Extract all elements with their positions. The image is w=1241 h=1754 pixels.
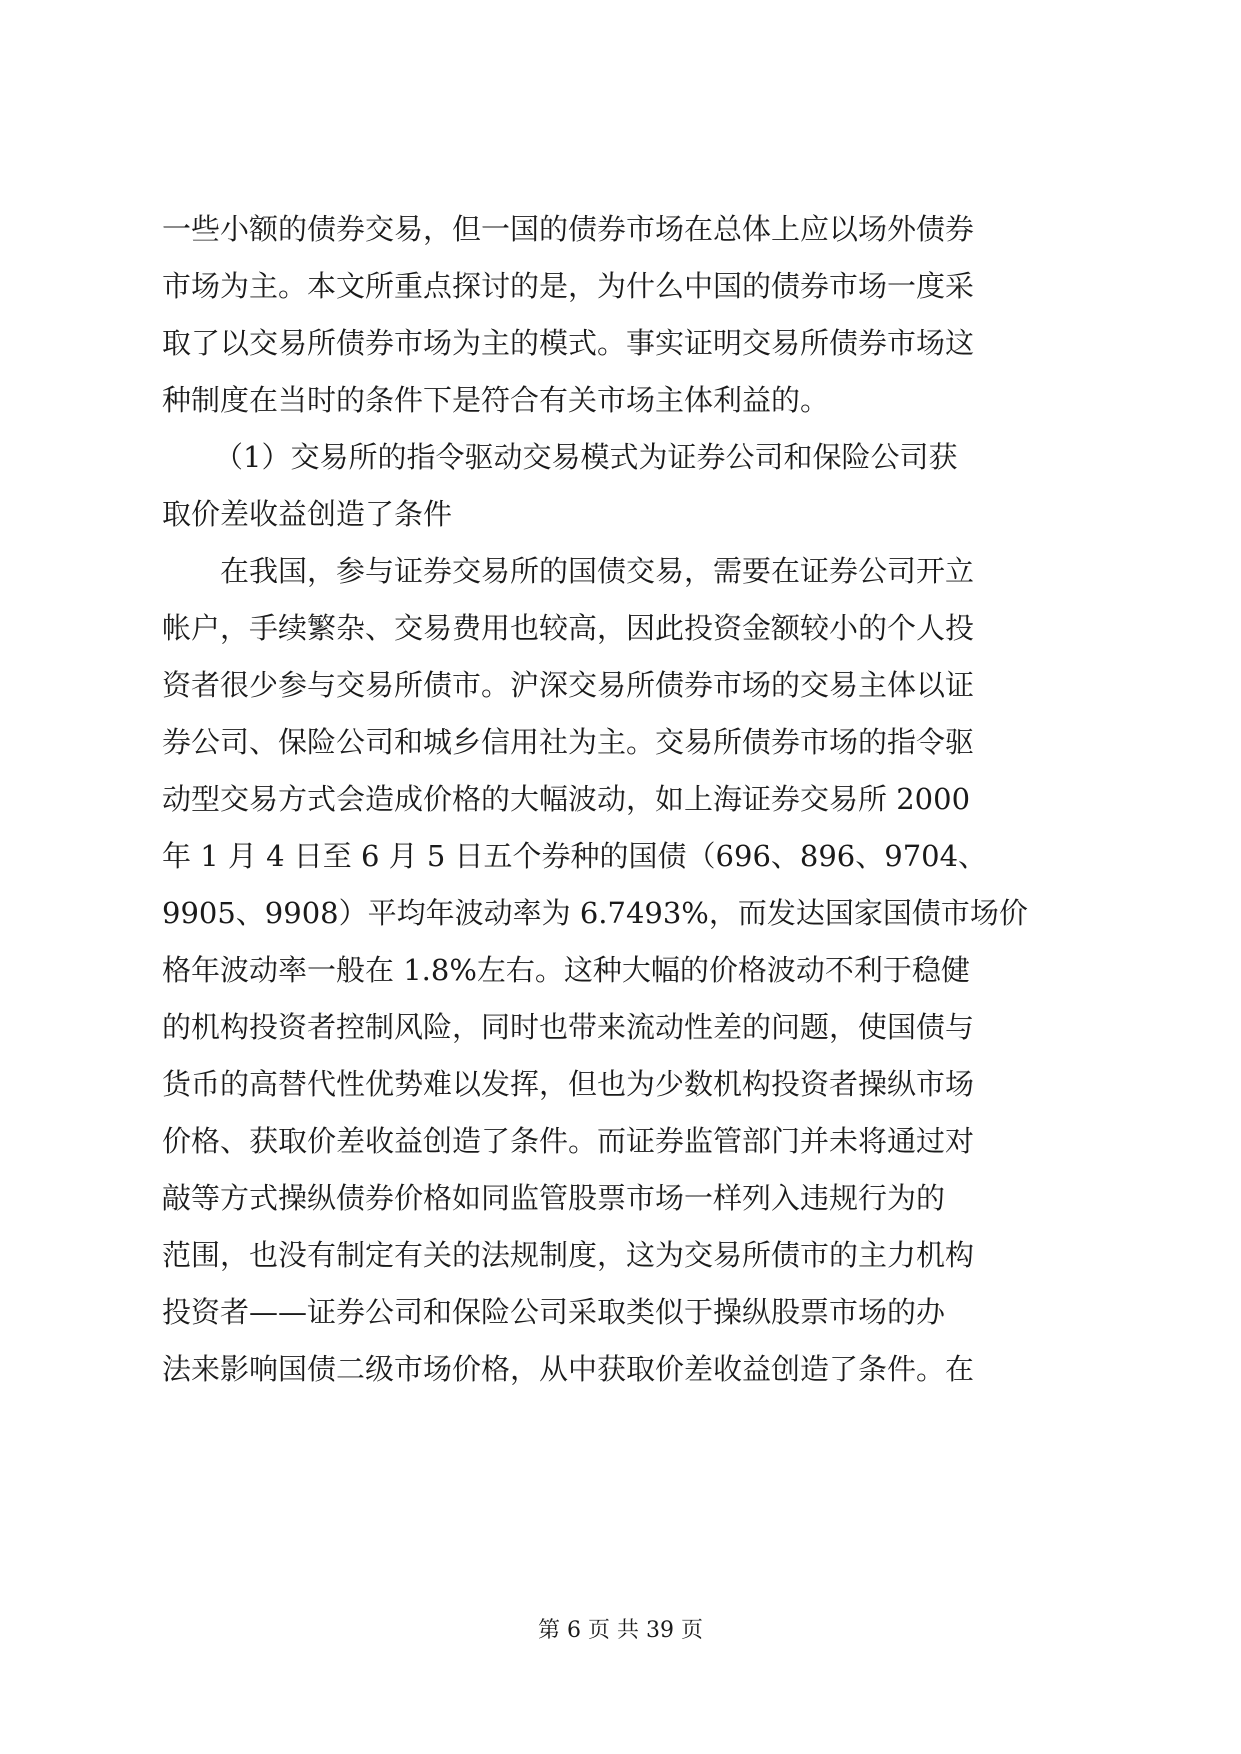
text-line: 格年波动率一般在 1.8%左右。这种大幅的价格波动不利于稳健: [162, 953, 970, 987]
page-number-footer: 第 6 页 共 39 页: [538, 1618, 703, 1643]
text-line: 价格、获取价差收益创造了条件。而证券监管部门并未将通过对: [162, 1124, 975, 1158]
text-line: 敲等方式操纵债券价格如同监管股票市场一样列入违规行为的: [162, 1181, 946, 1215]
text-line: 范围，也没有制定有关的法规制度，这为交易所债市的主力机构: [162, 1238, 975, 1272]
text-line: 年 1 月 4 日至 6 月 5 日五个券种的国债（696、896、9704、: [162, 839, 988, 873]
text-line: 投资者——证券公司和保险公司采取类似于操纵股票市场的办: [162, 1295, 946, 1329]
subheading-line: 取价差收益创造了条件: [162, 497, 453, 531]
text-line: 种制度在当时的条件下是符合有关市场主体利益的。: [162, 383, 830, 417]
text-line: 9905、9908）平均年波动率为 6.7493%，而发达国家国债市场价: [162, 896, 1028, 930]
text-line: 法来影响国债二级市场价格，从中获取价差收益创造了条件。在: [162, 1352, 975, 1386]
text-line: 的机构投资者控制风险，同时也带来流动性差的问题，使国债与: [162, 1010, 975, 1044]
text-line: 货币的高替代性优势难以发挥，但也为少数机构投资者操纵市场: [162, 1067, 975, 1101]
subheading-line: （1）交易所的指令驱动交易模式为证券公司和保险公司获: [214, 440, 958, 474]
text-line: 取了以交易所债券市场为主的模式。事实证明交易所债券市场这: [162, 326, 975, 360]
text-line: 资者很少参与交易所债市。沪深交易所债券市场的交易主体以证: [162, 668, 975, 702]
text-line: 在我国，参与证券交易所的国债交易，需要在证券公司开立: [220, 554, 975, 588]
text-line: 市场为主。本文所重点探讨的是，为什么中国的债券市场一度采: [162, 269, 975, 303]
text-line: 帐户，手续繁杂、交易费用也较高，因此投资金额较小的个人投: [162, 611, 975, 645]
text-line: 动型交易方式会造成价格的大幅波动，如上海证券交易所 2000: [162, 782, 971, 816]
text-line: 券公司、保险公司和城乡信用社为主。交易所债券市场的指令驱: [162, 725, 975, 759]
text-line: 一些小额的债券交易，但一国的债券市场在总体上应以场外债券: [162, 212, 975, 246]
